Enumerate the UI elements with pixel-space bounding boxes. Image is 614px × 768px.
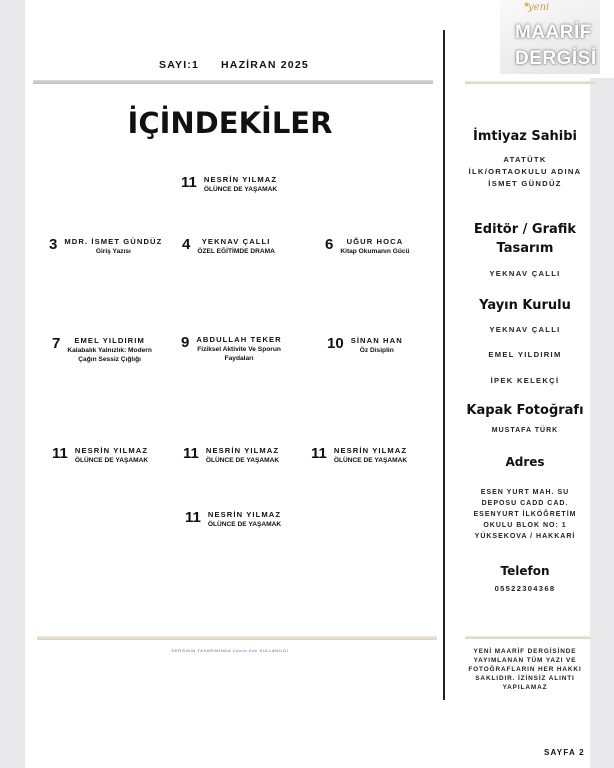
toc-article-title-line2: Çağın Sessiz Çığlığı [78, 356, 141, 363]
toc-page-number: 11 [185, 509, 201, 526]
toc-article-title: ÖLÜNCE DE YAŞAMAK [74, 457, 149, 464]
toc-entry[interactable] [49, 237, 162, 256]
design-credit-suffix: KULLANILDI [259, 648, 289, 653]
magazine-page [25, 0, 597, 768]
issue-number: SAYI:1 [159, 59, 200, 71]
toc-title: İÇİNDEKİLER [127, 106, 333, 140]
toc-entry[interactable] [325, 237, 410, 256]
design-credit [25, 648, 435, 653]
canva-brand: Canva Edu [232, 648, 258, 653]
toc-entry[interactable] [183, 446, 279, 465]
rights-line: YAPILAMAZ [502, 684, 548, 691]
design-credit-prefix: DERGİNİN TASARIMINDA [171, 648, 231, 653]
toc-article-title-line2: Faydaları [224, 355, 254, 362]
toc-page-number: 11 [181, 174, 197, 191]
toc-author: UĞUR HOCA [346, 237, 404, 246]
rights-notice [450, 647, 600, 692]
editor-heading-line-2: Tasarım [496, 241, 554, 256]
toc-entry[interactable] [182, 237, 275, 256]
board-member: İPEK KELEKÇİ [490, 376, 560, 385]
board-member: YEKNAV ÇALLI [489, 325, 561, 334]
rights-line: YAYIMLANAN TÜM YAZI VE [473, 657, 577, 664]
rights-line: YENİ MAARİF DERGİSİNDE [473, 648, 577, 655]
issue-date: HAZİRAN 2025 [221, 59, 309, 71]
board-heading: Yayın Kurulu [479, 298, 571, 313]
toc-entry[interactable] [52, 446, 148, 465]
logo-title [515, 20, 597, 72]
toc-author: MDR. İSMET GÜNDÜZ [64, 237, 163, 246]
footer-rule [37, 636, 437, 640]
logo-yeni: yeni [528, 2, 550, 13]
toc-article-title: ÖLÜNCE DE YAŞAMAK [203, 186, 278, 193]
address-line: ESEN YURT MAH. SU [480, 489, 570, 496]
toc-entry[interactable] [52, 336, 152, 364]
editor-heading [450, 220, 600, 258]
toc-article-title: Kitap Okumanın Gücü [340, 248, 410, 255]
sidebar-bottom-rule [465, 636, 591, 639]
toc-page-number: 11 [183, 445, 199, 462]
page-number: SAYFA 2 [544, 748, 585, 757]
logo-line-1: MAARİF [515, 22, 592, 43]
editor-name: YEKNAV ÇALLI [489, 269, 561, 278]
toc-author: NESRİN YILMAZ [74, 446, 149, 455]
magazine-logo [490, 0, 614, 78]
editor-heading-line-1: Editör / Grafik [473, 222, 577, 237]
cover-photographer: MUSTAFA TÜRK [491, 427, 559, 434]
cover-heading: Kapak Fotoğrafı [466, 403, 584, 418]
toc-article-title: Fiziksel Aktivite Ve Sporun [197, 346, 281, 353]
address-block [450, 487, 600, 542]
owner-heading: İmtiyaz Sahibi [473, 129, 577, 144]
toc-entry[interactable] [327, 336, 403, 355]
toc-page-number: 9 [181, 334, 190, 351]
toc-author: NESRİN YILMAZ [207, 510, 282, 519]
logo-line-2: DERGİSİ [515, 48, 597, 69]
star-icon: ★ [523, 0, 531, 9]
toc-page-number: 6 [325, 236, 334, 253]
toc-author: NESRİN YILMAZ [333, 446, 408, 455]
toc-entry[interactable] [181, 175, 277, 194]
toc-page-number: 10 [327, 335, 344, 352]
phone-number: 05522304368 [494, 584, 556, 593]
toc-article-title: ÖLÜNCE DE YAŞAMAK [333, 457, 408, 464]
address-line: ESENYURT İLKÖĞRETİM [473, 511, 577, 518]
toc-page-number: 7 [52, 335, 61, 352]
toc-article-title: ÖZEL EĞİTİMDE DRAMA [197, 248, 275, 255]
toc-page-number: 4 [182, 236, 191, 253]
toc-page-number: 11 [311, 445, 327, 462]
toc-article-title: Giriş Yazısı [95, 248, 131, 255]
toc-page-number: 3 [49, 236, 58, 253]
rights-line: SAKLIDIR. İZİNSİZ ALINTI [475, 675, 575, 682]
header-rule [33, 80, 433, 84]
address-line: DEPOSU CADD CAD. [481, 500, 569, 507]
owner-line: ATATÜTK [503, 155, 547, 164]
board-member: EMEL YILDIRIM [488, 350, 562, 359]
rights-line: FOTOĞRAFLARIN HER HAKKI [468, 666, 582, 673]
toc-author: NESRİN YILMAZ [203, 175, 278, 184]
toc-entry[interactable] [181, 335, 282, 363]
toc-entry[interactable] [185, 510, 281, 529]
phone-heading: Telefon [500, 564, 550, 578]
toc-entry[interactable] [311, 446, 407, 465]
toc-article-title: Kalabalık Yalnızlık: Modern [67, 347, 152, 354]
column-divider [443, 30, 445, 700]
toc-author: EMEL YILDIRIM [74, 336, 145, 345]
address-line: YÜKSEKOVA / HAKKARİ [474, 533, 576, 540]
toc-article-title: ÖLÜNCE DE YAŞAMAK [205, 457, 280, 464]
owner-block [450, 154, 600, 190]
owner-line: İLK/ORTAOKULU ADINA [468, 167, 582, 176]
address-heading: Adres [505, 455, 545, 469]
sidebar-top-rule [465, 81, 595, 84]
toc-author: ABDULLAH TEKER [196, 335, 282, 344]
address-line: OKULU BLOK NO: 1 [483, 522, 567, 529]
toc-author: YEKNAV ÇALLI [201, 237, 271, 246]
toc-author: NESRİN YILMAZ [205, 446, 280, 455]
toc-page-number: 11 [52, 445, 68, 462]
toc-article-title: ÖLÜNCE DE YAŞAMAK [207, 521, 282, 528]
toc-article-title: Öz Disiplin [359, 347, 394, 354]
toc-author: SİNAN HAN [350, 336, 403, 345]
owner-line: İSMET GÜNDÜZ [488, 179, 562, 188]
